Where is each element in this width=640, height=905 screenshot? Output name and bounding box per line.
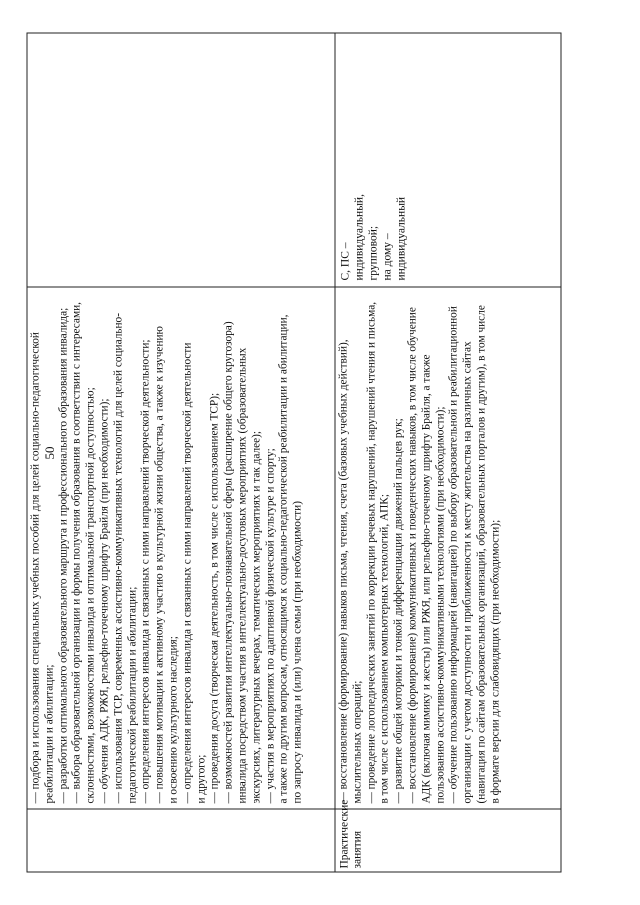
text-line: и освоению культурного наследия; (167, 636, 180, 804)
text-line: — обучение пользованию информацией (навигацией) по выбору образовательной и реабилитационной (447, 306, 460, 804)
form-cell (336, 799, 561, 872)
text-line: педагогической реабилитации и абилитации; (126, 586, 139, 804)
text-line: в том числе с использованием компьютерных технологий, АПК; (378, 494, 391, 804)
text-line: — определения интересов инвалида и связанных с ними направлений творческой деятельности (181, 342, 194, 804)
text-line: АДК (включая мимику и жесты) или РЖЯ, или рельефно-точечному шрифту Брайля, а также (420, 354, 433, 804)
text-line: — проведения досуга (творческая деятельность, в том числе с использованием ТСР); (208, 392, 221, 804)
text-line: — определения интересов инвалида и связанных с ними направлений творческой деятельности; (139, 339, 152, 804)
text-line: — восстановление (формирование) навыков письма, чтения, счета (базовых учебных действий), (337, 339, 350, 804)
format-line: на дому – (381, 233, 394, 281)
text-line: — возможностей развития интеллектуально-познавательной сферы (расширение общего кругозора) (222, 321, 235, 804)
text-line: — использования ТСР, современных ассистивно-коммуникативных технологий для целей социально- (112, 313, 125, 804)
rotated-table (27, 33, 562, 873)
text-line: — выбора образовательной организации и формы получения образования в соответствии с интересами, (70, 302, 83, 804)
text-line: организации с учетом доступности и приближенности к месту жительства на различных сайтах (461, 341, 474, 804)
content-cell (336, 287, 561, 809)
table-row (335, 33, 562, 873)
text-line: (навигация по сайтам образовательных организаций, образовательных порталов и другим), в том числе (475, 305, 488, 804)
form-cell (28, 809, 335, 872)
text-line: склонностями, возможностями инвалида и оптимальной транспортной доступностью; (84, 387, 97, 804)
text-line: по запросу инвалида и (или) члена семьи (при необходимости) (291, 501, 304, 804)
content-lines (338, 293, 504, 804)
format-line: индивидуальный (395, 196, 408, 281)
text-line: пользованию ассистивно-коммуникативными технологиями (при необходимости); (434, 406, 447, 804)
content-lines (30, 293, 306, 804)
format-cell (336, 34, 561, 287)
table-row (27, 33, 335, 873)
text-line: — подбора и использования специальных учебных пособий для целей социально-педагогической (29, 332, 42, 804)
text-line: а также по другим вопросам, относящимся к социально-педагогической реабилитации и абилитации, (277, 314, 290, 804)
format-line: групповой; (367, 225, 380, 281)
text-line: — обучения АДК, РЖЯ, рельефно-точечному шрифту Брайля (при необходимости); (98, 398, 111, 804)
text-line: в формате версии для слабовидящих (при необходимости); (489, 519, 502, 804)
text-line: — проведение логопедических занятий по коррекции речевых нарушений, нарушений чтения и письма, (365, 301, 378, 804)
content-cell (28, 287, 335, 809)
text-line: реабилитации и абилитации; (43, 664, 56, 804)
text-line: инвалида посредством участия в интеллектуально-досуговых мероприятиях (образовательных (236, 347, 249, 804)
text-line: — разработки оптимального образовательного маршрута и профессионального образования инвалида; (57, 307, 70, 804)
text-line: мыслительных операций; (351, 680, 364, 804)
page-number: 50 (42, 446, 57, 460)
format-line: индивидуальный, (353, 194, 366, 281)
text-line: — участия в мероприятиях по адаптивной физической культуре и спорту; (264, 448, 277, 804)
text-line: — развитие общей моторики и тонкой дифференциации движений пальцев рук; (392, 418, 405, 804)
text-line: — восстановление (формирование) коммуникативных и поведенческих навыков, в том числе обучение (406, 307, 419, 804)
format-cell (28, 34, 335, 287)
text-line: — повышения мотивации к активному участию в культурной жизни общества, а также к изучению (153, 326, 166, 804)
format-lines (339, 40, 409, 281)
practical-label: Практические занятия (338, 799, 364, 869)
text-line: и другого; (195, 754, 208, 804)
text-line: экскурсиях, литературных вечерах, тематических мероприятиях и так далее); (250, 430, 263, 804)
format-line: С, ПС – (339, 242, 352, 281)
